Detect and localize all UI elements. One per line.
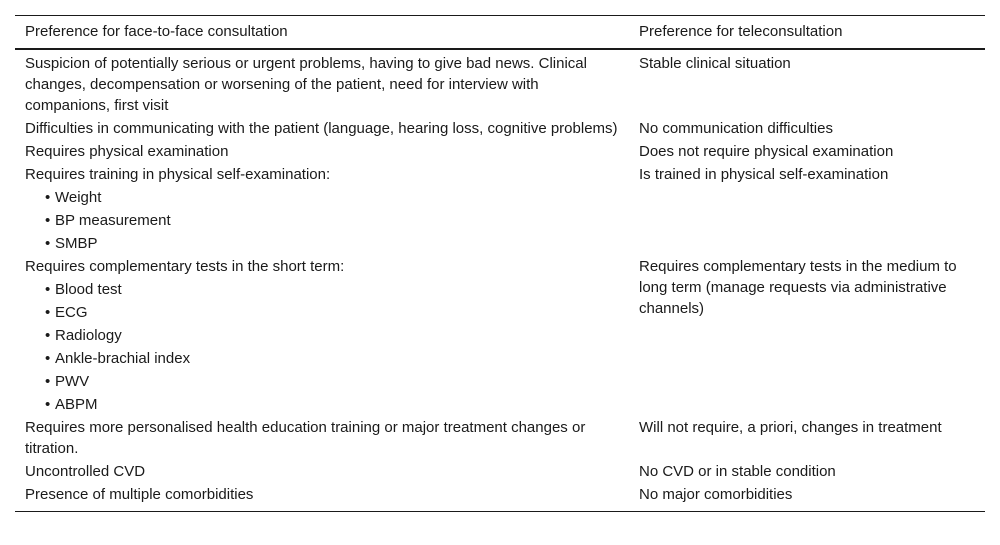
tele-cell: No CVD or in stable condition	[639, 463, 836, 480]
tele-cell: Stable clinical situation	[639, 55, 791, 72]
face-text: Uncontrolled CVD	[25, 463, 146, 480]
consultation-preference-table	[15, 15, 985, 512]
face-text: Suspicion of potentially serious or urgent problems, having to give bad news. Clinical changes, decompensation or worsening of the patient, need for interview with companions, first visit	[25, 55, 587, 114]
table-row	[15, 163, 985, 255]
face-cell	[15, 460, 629, 483]
tele-cell: No major comorbidities	[639, 486, 793, 503]
face-cell	[15, 416, 629, 460]
face-cell	[15, 255, 629, 416]
list-item: • Blood test	[25, 279, 619, 300]
list-item: • ABPM	[25, 394, 619, 415]
table-row	[15, 416, 985, 460]
list-item: • Weight	[25, 187, 619, 208]
table-body	[15, 49, 985, 512]
list-item: • BP measurement	[25, 210, 619, 231]
tele-cell: Will not require, a priori, changes in treatment	[639, 419, 942, 436]
table-header	[15, 16, 985, 50]
header-row	[15, 16, 985, 50]
face-text: Requires complementary tests in the short term:	[25, 258, 345, 275]
bullet-list	[25, 279, 619, 415]
table-row	[15, 117, 985, 140]
table-row	[15, 460, 985, 483]
header-teleconsultation: Preference for teleconsultation	[639, 23, 843, 40]
table-row	[15, 49, 985, 117]
table-row	[15, 255, 985, 416]
tele-cell: Does not require physical examination	[639, 143, 894, 160]
face-cell	[15, 117, 629, 140]
list-item: • Ankle-brachial index	[25, 348, 619, 369]
tele-cell: No communication difficulties	[639, 120, 833, 137]
face-cell	[15, 483, 629, 512]
face-cell	[15, 49, 629, 117]
list-item: • PWV	[25, 371, 619, 392]
table-row	[15, 483, 985, 512]
tele-cell: Requires complementary tests in the medium to long term (manage requests via administrative channels)	[639, 258, 957, 317]
face-text: Requires more personalised health education training or major treatment changes or titration.	[25, 419, 586, 457]
list-item: • Radiology	[25, 325, 619, 346]
face-cell	[15, 163, 629, 255]
face-text: Presence of multiple comorbidities	[25, 486, 254, 503]
consultation-preference-table-container	[15, 15, 985, 512]
list-item: • ECG	[25, 302, 619, 323]
face-text: Requires training in physical self-examination:	[25, 166, 331, 183]
header-face-to-face: Preference for face-to-face consultation	[25, 23, 288, 40]
bullet-list	[25, 187, 619, 254]
face-text: Difficulties in communicating with the patient (language, hearing loss, cognitive problems)	[25, 120, 618, 137]
table-row	[15, 140, 985, 163]
face-cell	[15, 140, 629, 163]
tele-cell: Is trained in physical self-examination	[639, 166, 889, 183]
list-item: • SMBP	[25, 233, 619, 254]
face-text: Requires physical examination	[25, 143, 229, 160]
